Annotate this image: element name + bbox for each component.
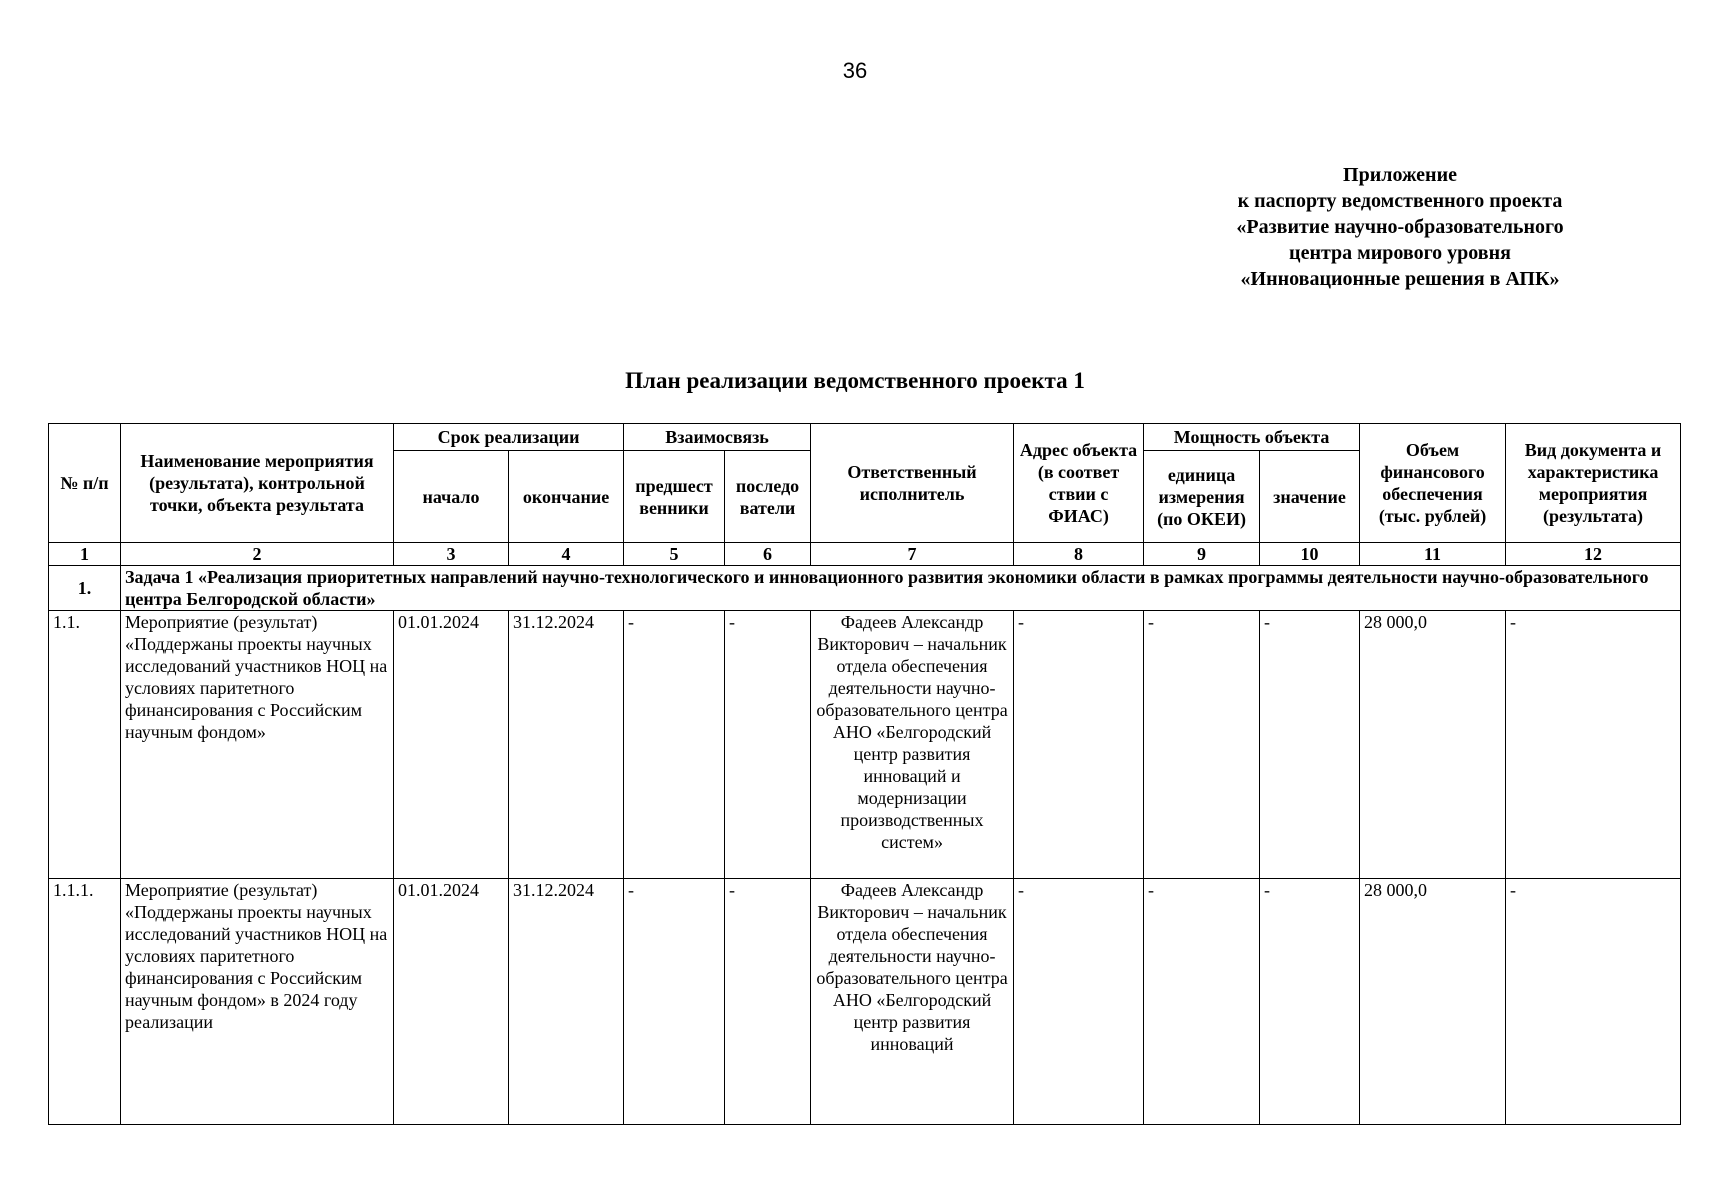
row-predecessors: -	[624, 611, 725, 879]
column-number: 5	[624, 543, 725, 566]
page-number: 36	[842, 58, 868, 83]
row-doctype: -	[1506, 611, 1681, 879]
column-number: 1	[49, 543, 121, 566]
row-start-date: 01.01.2024	[394, 611, 509, 879]
row-number: 1.1.1.	[49, 879, 121, 1125]
column-number: 2	[121, 543, 394, 566]
column-number-row	[49, 543, 1681, 566]
header-address: Адрес объекта (в соответ ствии с ФИАС)	[1014, 424, 1144, 543]
column-number: 3	[394, 543, 509, 566]
plan-table	[48, 423, 1681, 1125]
row-number: 1.1.	[49, 611, 121, 879]
appendix-line: «Инновационные решения в АПК»	[1240, 268, 1560, 290]
row-responsible: Фадеев Александр Викторович – начальник отдела обеспечения деятельности научно-образовательного центра АНО «Белгородский центр развития инноваций	[811, 879, 1014, 1125]
column-number: 6	[725, 543, 811, 566]
column-number: 10	[1260, 543, 1360, 566]
task-text: Задача 1 «Реализация приоритетных направлений научно-технологического и инновационного развития экономики области в рамках программы деятельности научно-образовательного центра Белгородской области»	[121, 566, 1681, 611]
appendix-line: Приложение	[1343, 164, 1457, 186]
document-title: План реализации ведомственного проекта 1	[625, 368, 1085, 393]
table-row	[49, 611, 1681, 879]
appendix-line: к паспорту ведомственного проекта	[1237, 190, 1563, 212]
task-row	[49, 566, 1681, 611]
row-successors: -	[725, 611, 811, 879]
appendix-line: «Развитие научно-образовательного	[1236, 216, 1564, 238]
row-finance: 28 000,0	[1360, 879, 1506, 1125]
task-number: 1.	[49, 566, 121, 611]
header-finance: Объем финансового обеспечения (тыс. рублей)	[1360, 424, 1506, 543]
row-end-date: 31.12.2024	[509, 611, 624, 879]
header-unit: единица измерения (по ОКЕИ)	[1144, 451, 1260, 543]
row-unit: -	[1144, 611, 1260, 879]
row-doctype: -	[1506, 879, 1681, 1125]
header-succ: последо ватели	[725, 451, 811, 543]
table-row	[49, 879, 1681, 1125]
header-value: значение	[1260, 451, 1360, 543]
row-unit: -	[1144, 879, 1260, 1125]
header-responsible: Ответственный исполнитель	[811, 424, 1014, 543]
row-value: -	[1260, 611, 1360, 879]
column-number: 11	[1360, 543, 1506, 566]
row-value: -	[1260, 879, 1360, 1125]
appendix-heading	[1180, 162, 1620, 292]
row-successors: -	[725, 879, 811, 1125]
header-start: начало	[394, 451, 509, 543]
row-predecessors: -	[624, 879, 725, 1125]
header-end: окончание	[509, 451, 624, 543]
row-name: Мероприятие (результат) «Поддержаны проекты научных исследований участников НОЦ на условиях паритетного финансирования с Российским научным фондом» в 2024 году реализации	[121, 879, 394, 1125]
row-end-date: 31.12.2024	[509, 879, 624, 1125]
row-start-date: 01.01.2024	[394, 879, 509, 1125]
header-capacity: Мощность объекта	[1144, 424, 1360, 451]
header-pred: предшест венники	[624, 451, 725, 543]
header-name: Наименование мероприятия (результата), контрольной точки, объекта результата	[121, 424, 394, 543]
header-doctype: Вид документа и характеристика мероприятия (результата)	[1506, 424, 1681, 543]
appendix-line: центра мирового уровня	[1289, 242, 1511, 264]
row-finance: 28 000,0	[1360, 611, 1506, 879]
header-period: Срок реализации	[394, 424, 624, 451]
column-number: 8	[1014, 543, 1144, 566]
row-address: -	[1014, 879, 1144, 1125]
column-number: 4	[509, 543, 624, 566]
column-number: 9	[1144, 543, 1260, 566]
row-name: Мероприятие (результат) «Поддержаны проекты научных исследований участников НОЦ на условиях паритетного финансирования с Российским научным фондом»	[121, 611, 394, 879]
row-responsible: Фадеев Александр Викторович – начальник отдела обеспечения деятельности научно-образовательного центра АНО «Белгородский центр развития инноваций и модернизации производственных систем»	[811, 611, 1014, 879]
row-address: -	[1014, 611, 1144, 879]
column-number: 12	[1506, 543, 1681, 566]
header-num: № п/п	[49, 424, 121, 543]
header-row-1	[49, 424, 1681, 451]
header-relation: Взаимосвязь	[624, 424, 811, 451]
column-number: 7	[811, 543, 1014, 566]
